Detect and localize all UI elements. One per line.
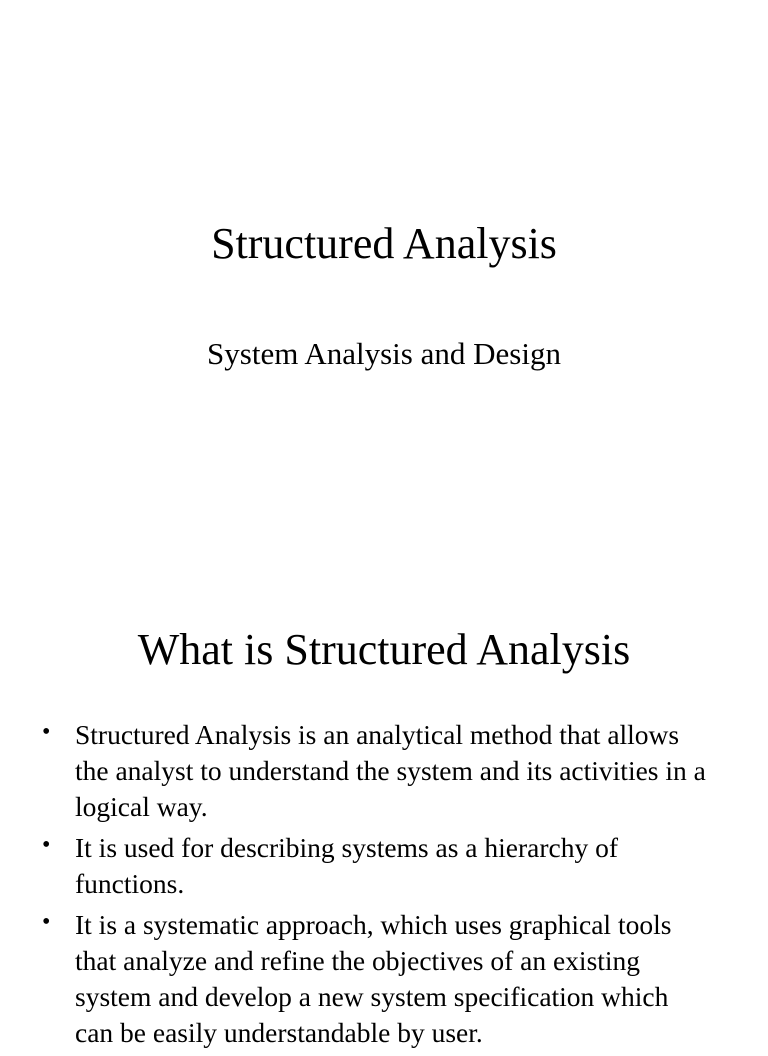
slide-heading: What is Structured Analysis xyxy=(137,625,631,674)
slide-what-is xyxy=(0,576,768,1048)
bullet-icon: • xyxy=(42,719,51,745)
bullet-text: It is a systematic approach, which uses graphical tools that analyze and refine the objectives of an existing system and develop a new system specification which can be easily understandable by user. xyxy=(75,909,672,1048)
bullet-item xyxy=(0,830,768,902)
slide-title-heading: Structured Analysis xyxy=(211,219,557,268)
slide-subtitle: System Analysis and Design xyxy=(207,336,561,371)
bullet-text: It is used for describing systems as a hierarchy of functions. xyxy=(75,832,618,899)
bullet-icon: • xyxy=(42,832,51,858)
bullet-icon: • xyxy=(42,909,51,935)
bullet-item xyxy=(0,717,768,825)
bullet-item xyxy=(0,907,768,1051)
bullet-text: Structured Analysis is an analytical method that allows the analyst to understand the system and its activities in a logical way. xyxy=(75,719,706,822)
bullet-list xyxy=(0,717,768,1056)
